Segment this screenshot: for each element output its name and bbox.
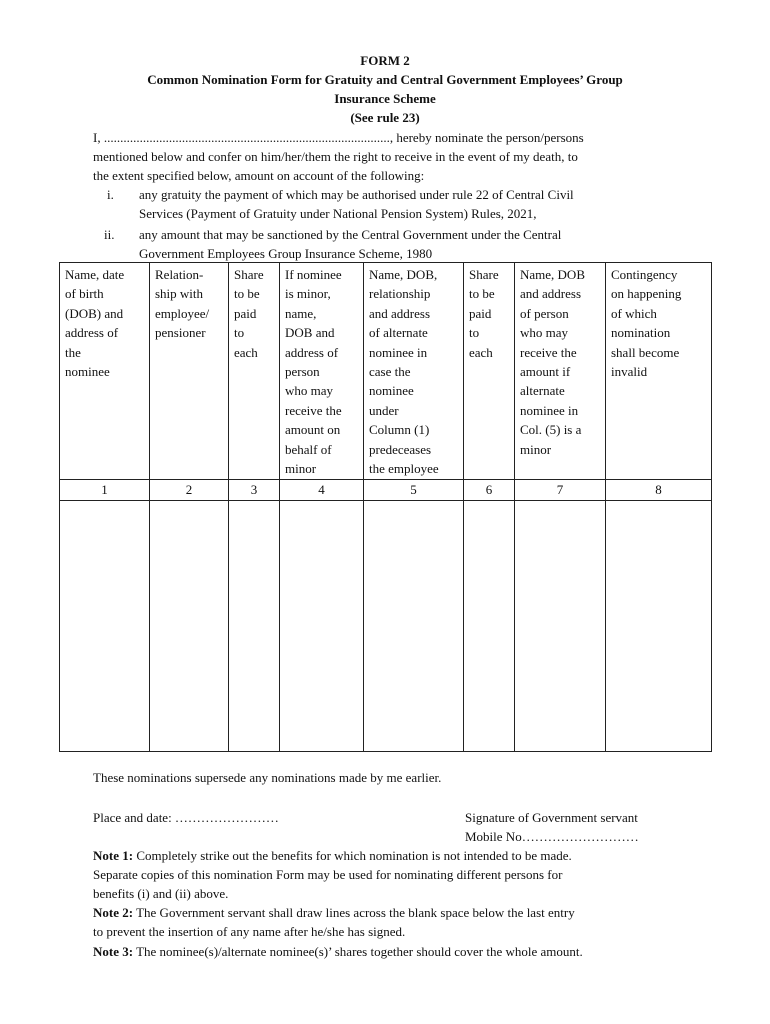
item-i-number: i. bbox=[107, 187, 114, 202]
item-ii-number: ii. bbox=[104, 227, 115, 242]
col-header-alternate-guardian: Name, DOB and address of person who may receive the amount if alternate nominee in Col. (5) is a minor bbox=[515, 263, 606, 480]
note-3-line1 bbox=[93, 944, 583, 960]
col-header-alternate-nominee: Name, DOB, relationship and address of alternate nominee in case the nominee under Column (1) predeceases the employee bbox=[364, 263, 464, 480]
col-number: 7 bbox=[515, 480, 606, 501]
col-number: 4 bbox=[280, 480, 364, 501]
entry-cell-alternate-guardian[interactable] bbox=[515, 501, 606, 752]
entry-cell-relationship[interactable] bbox=[150, 501, 229, 752]
col-number: 3 bbox=[229, 480, 280, 501]
item-ii-line1: any amount that may be sanctioned by the Central Government under the Central bbox=[139, 227, 562, 242]
col-number: 5 bbox=[364, 480, 464, 501]
table-header-row bbox=[60, 263, 712, 480]
supersede-statement: These nominations supersede any nominations made by me earlier. bbox=[93, 770, 442, 785]
nomination-table bbox=[59, 262, 712, 752]
col-header-relationship: Relation- ship with employee/ pensioner bbox=[150, 263, 229, 480]
note-1-line3: benefits (i) and (ii) above. bbox=[93, 886, 229, 901]
note-2-label: Note 2: bbox=[93, 905, 134, 920]
note-2-line1 bbox=[93, 905, 575, 921]
note-3-label: Note 3: bbox=[93, 944, 134, 959]
note-1-text: Completely strike out the benefits for which nomination is not intended to be made. bbox=[133, 848, 572, 863]
col-header-contingency: Contingency on happening of which nomination shall become invalid bbox=[606, 263, 712, 480]
note-1-line2: Separate copies of this nomination Form may be used for nominating different persons for bbox=[93, 867, 563, 882]
mobile-number: Mobile No……………………… bbox=[465, 829, 639, 844]
signature-label: Signature of Government servant bbox=[465, 810, 638, 825]
intro-line3: the extent specified below, amount on account of the following: bbox=[93, 168, 425, 183]
note-1-line1 bbox=[93, 848, 572, 864]
item-i-line1: any gratuity the payment of which may be authorised under rule 22 of Central Civil bbox=[139, 187, 574, 202]
form-number: FORM 2 bbox=[360, 53, 410, 68]
note-2-text: The Government servant shall draw lines across the blank space below the last entry bbox=[133, 905, 575, 920]
col-number: 1 bbox=[60, 480, 150, 501]
intro-line2: mentioned below and confer on him/her/them the right to receive in the event of my death, to bbox=[93, 149, 578, 164]
table-number-row bbox=[60, 480, 712, 501]
rule-reference: (See rule 23) bbox=[350, 110, 420, 125]
note-2-line2: to prevent the insertion of any name after he/she has signed. bbox=[93, 924, 406, 939]
entry-cell-minor-guardian[interactable] bbox=[280, 501, 364, 752]
col-header-nominee: Name, date of birth (DOB) and address of the nominee bbox=[60, 263, 150, 480]
form-title-line1: Common Nomination Form for Gratuity and Central Government Employees’ Group bbox=[147, 72, 623, 87]
col-number: 6 bbox=[464, 480, 515, 501]
entry-cell-nominee[interactable] bbox=[60, 501, 150, 752]
col-header-share: Share to be paid to each bbox=[229, 263, 280, 480]
item-ii-line2: Government Employees Group Insurance Scheme, 1980 bbox=[139, 246, 433, 261]
place-and-date: Place and date: …………………… bbox=[93, 810, 279, 825]
note-3-text: The nominee(s)/alternate nominee(s)’ shares together should cover the whole amount. bbox=[133, 944, 583, 959]
intro-line1: I, ........................................................................................, hereby nominate the person/persons bbox=[93, 130, 584, 145]
entry-cell-share[interactable] bbox=[229, 501, 280, 752]
entry-cell-contingency[interactable] bbox=[606, 501, 712, 752]
entry-cell-alternate-nominee[interactable] bbox=[364, 501, 464, 752]
table-entry-row bbox=[60, 501, 712, 752]
col-header-alternate-share: Share to be paid to each bbox=[464, 263, 515, 480]
form-title-line2: Insurance Scheme bbox=[334, 91, 436, 106]
col-number: 2 bbox=[150, 480, 229, 501]
entry-cell-alternate-share[interactable] bbox=[464, 501, 515, 752]
col-number: 8 bbox=[606, 480, 712, 501]
item-i-line2: Services (Payment of Gratuity under National Pension System) Rules, 2021, bbox=[139, 206, 537, 221]
note-1-label: Note 1: bbox=[93, 848, 134, 863]
col-header-minor-guardian: If nominee is minor, name, DOB and address of person who may receive the amount on behalf of minor bbox=[280, 263, 364, 480]
